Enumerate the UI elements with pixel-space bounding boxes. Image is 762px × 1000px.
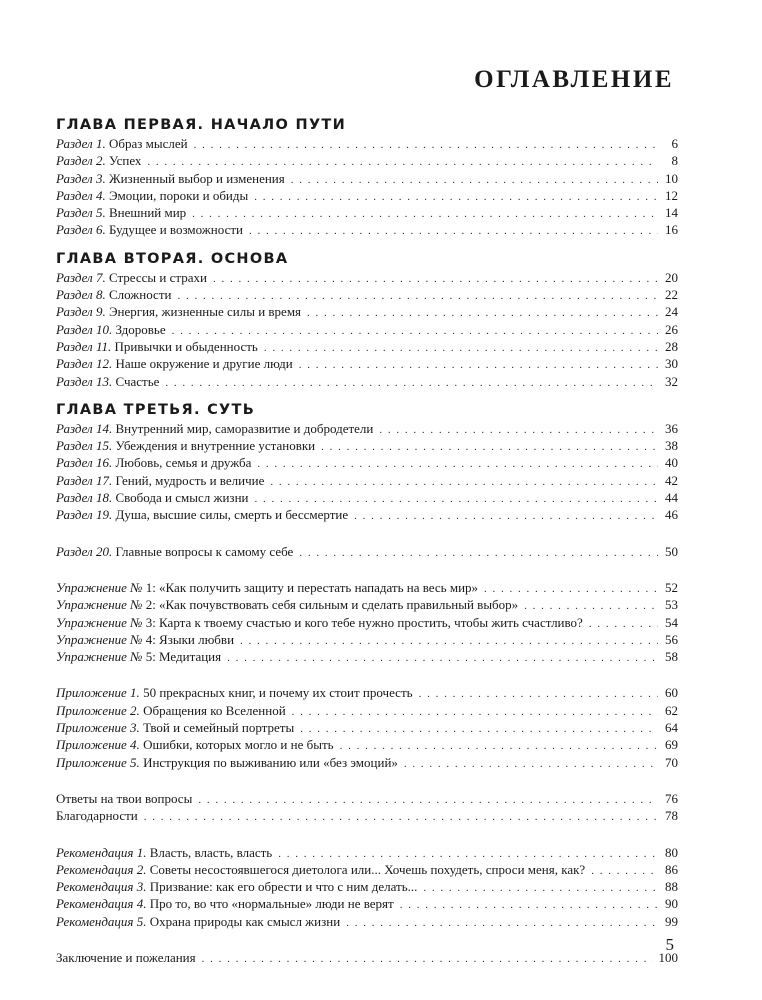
toc-entry-prefix: Раздел 1. <box>56 136 106 151</box>
toc-entry-title: Главные вопросы к самому себе <box>112 543 294 559</box>
dot-leader <box>254 189 658 206</box>
toc-entry <box>56 631 678 648</box>
toc-entry-label <box>56 949 196 966</box>
toc-entry-label <box>56 269 207 286</box>
toc-entry-prefix: Раздел 2. <box>56 153 106 169</box>
toc-entry-prefix: Рекомендация 3. <box>56 879 147 895</box>
toc-entry-title: Счастье <box>112 373 160 389</box>
toc-entry <box>56 719 678 736</box>
toc-entry-label <box>56 702 286 719</box>
toc-entry-label <box>56 170 285 187</box>
dot-leader <box>404 756 658 773</box>
toc-entry-page: 80 <box>665 844 678 860</box>
dot-leader <box>213 271 658 288</box>
toc-entry <box>56 286 678 303</box>
dot-leader <box>591 863 658 880</box>
toc-entry-title: Заключение и пожелания <box>56 949 196 965</box>
toc-entry <box>56 895 678 912</box>
toc-entry-prefix: Раздел 15. <box>56 438 113 454</box>
toc-entry-page: 64 <box>665 720 678 736</box>
chapter-heading: ГЛАВА ПЕРВАЯ. НАЧАЛО ПУТИ <box>56 117 347 133</box>
toc-entry-title: Внутренний мир, саморазвитие и добродетели <box>112 420 374 436</box>
dot-leader <box>346 915 658 932</box>
toc-entry-page: 70 <box>665 754 678 770</box>
toc-entry-page: 76 <box>665 790 678 806</box>
toc-entry-label <box>56 303 301 320</box>
toc-entry-label <box>56 579 478 596</box>
toc-entry <box>56 579 678 596</box>
toc-entry-title: Образ мыслей <box>105 136 188 151</box>
toc-entry-page: 42 <box>665 472 678 488</box>
toc-entry-prefix: Раздел 17. <box>56 472 113 488</box>
toc-entry-page: 40 <box>665 455 678 471</box>
toc-entry-label <box>56 355 293 372</box>
toc-entry-page: 56 <box>665 631 678 647</box>
toc-entry-prefix: Раздел 4. <box>56 187 106 203</box>
toc-entry-title: Охрана природы как смысл жизни <box>146 913 341 929</box>
toc-entry-title: Успех <box>105 153 142 169</box>
toc-entry-label <box>56 807 138 824</box>
toc-entry-prefix: Раздел 12. <box>56 356 113 372</box>
toc-entry-prefix: Рекомендация 4. <box>56 896 147 912</box>
toc-entry-title: 50 прекрасных книг, и почему их стоит прочесть <box>139 685 413 701</box>
toc-entry-page: 26 <box>665 321 678 337</box>
chapter-heading: ГЛАВА ВТОРАЯ. ОСНОВА <box>56 250 289 267</box>
toc-entry <box>56 506 678 523</box>
toc-entry-label <box>56 861 585 878</box>
toc-entry-title: Эмоции, пороки и обиды <box>105 187 249 203</box>
toc-entry-title: Обращения ко Вселенной <box>139 702 286 718</box>
page-number: 5 <box>665 935 674 954</box>
toc-entry <box>56 338 678 355</box>
dot-leader <box>192 206 658 223</box>
toc-entry-label <box>56 596 518 613</box>
toc-entry <box>56 736 678 753</box>
toc-entry-page: 20 <box>665 269 678 285</box>
toc-entry-prefix: Приложение 5. <box>56 754 140 770</box>
toc-entry-prefix: Рекомендация 1. <box>56 844 147 860</box>
dot-leader <box>299 545 658 562</box>
toc-entry-label <box>56 489 248 506</box>
toc-entry-prefix: Приложение 3. <box>56 720 140 736</box>
dot-leader <box>198 792 658 809</box>
toc-entry-page: 16 <box>665 222 678 238</box>
toc-entry <box>56 472 678 489</box>
toc-entry <box>56 878 678 895</box>
toc-entry-title: Власть, власть, власть <box>146 844 273 860</box>
toc-entry-page: 12 <box>665 187 678 203</box>
dot-leader <box>291 172 658 189</box>
toc-entry-title: 3: Карта к твоему счастью и кого тебе нужно простить, чтобы жить счастливо? <box>142 614 583 630</box>
toc-entry-page: 6 <box>671 136 678 151</box>
toc-entry-title: Инструкция по выживанию или «без эмоций» <box>139 754 398 770</box>
dot-leader <box>292 704 658 721</box>
toc-entry-page: 86 <box>665 861 678 877</box>
dot-leader <box>194 137 658 154</box>
toc-entry-page: 32 <box>665 373 678 389</box>
toc-entry <box>56 221 678 238</box>
toc-entry-page: 62 <box>665 702 678 718</box>
toc-entry-prefix: Рекомендация 2. <box>56 861 147 877</box>
dot-leader <box>257 456 658 473</box>
toc-entry-page: 44 <box>665 490 678 506</box>
dot-leader <box>307 305 658 322</box>
toc-entry-label <box>56 844 272 861</box>
toc-entry-page: 100 <box>658 949 678 965</box>
toc-entry-label <box>56 454 251 471</box>
dot-leader <box>300 721 658 738</box>
toc-entry-prefix: Упражнение № <box>56 597 143 613</box>
toc-entry-label <box>56 286 171 303</box>
toc-entry-title: Внешний мир <box>105 205 187 221</box>
page-title: ОГЛАВЛЕНИЕ <box>474 66 674 93</box>
toc-entry-label <box>56 736 334 753</box>
toc-entry-label <box>56 420 373 437</box>
toc-entry <box>56 861 678 878</box>
toc-entry-page: 60 <box>665 685 678 701</box>
dot-leader <box>589 616 658 633</box>
toc-entry-prefix: Раздел 8. <box>56 287 106 303</box>
toc-entry <box>56 702 678 719</box>
toc-entry-prefix: Раздел 19. <box>56 507 113 523</box>
toc-entry-prefix: Раздел 9. <box>56 304 106 320</box>
toc-entry-title: Твой и семейный портреты <box>139 720 295 736</box>
toc-entry-label <box>56 719 294 736</box>
toc-entry-label <box>56 913 340 930</box>
toc-entry-label <box>56 338 258 355</box>
toc-entry-title: Благодарности <box>56 808 138 824</box>
toc-entry-title: Жизненный выбор и изменения <box>105 170 285 186</box>
toc-entry-prefix: Упражнение № <box>56 579 143 595</box>
toc-entry-prefix: Упражнение № <box>56 649 143 665</box>
toc-entry-prefix: Раздел 18. <box>56 490 113 506</box>
toc-entry-title: Стрессы и страхи <box>105 269 207 285</box>
toc-entry-page: 53 <box>665 597 678 613</box>
toc-entry-title: 1: «Как получить защиту и перестать нападать на весь мир» <box>142 579 479 595</box>
toc-entry-label <box>56 472 264 489</box>
toc-entry-label <box>56 543 293 560</box>
toc-entry-label <box>56 187 248 204</box>
toc-entry <box>56 454 678 471</box>
toc-entry <box>56 355 678 372</box>
toc-entry-prefix: Рекомендация 5. <box>56 913 147 929</box>
toc-entry-page: 90 <box>665 896 678 912</box>
toc-entry-title: 5: Медитация <box>142 649 222 665</box>
toc-entry <box>56 187 678 204</box>
toc-entry-title: Призвание: как его обрести и что с ним делать... <box>146 879 418 895</box>
toc-entry-page: 52 <box>665 579 678 595</box>
toc-entry-page: 58 <box>665 649 678 665</box>
dot-leader <box>270 474 658 491</box>
toc-entry <box>56 373 678 390</box>
toc-entry-page: 99 <box>665 913 678 929</box>
toc-entry-page: 8 <box>671 153 678 169</box>
table-of-contents <box>56 115 678 966</box>
toc-entry <box>56 790 678 807</box>
toc-entry-page: 10 <box>665 170 678 186</box>
toc-entry-label <box>56 648 221 665</box>
toc-entry-title: Сложности <box>105 287 172 303</box>
toc-entry-title: Энергия, жизненные силы и время <box>105 304 302 320</box>
toc-entry <box>56 269 678 286</box>
toc-entry-page: 28 <box>665 338 678 354</box>
dot-leader <box>264 340 658 357</box>
toc-entry-prefix: Раздел 16. <box>56 455 113 471</box>
dot-leader <box>400 897 658 914</box>
toc-entry <box>56 170 678 187</box>
toc-entry <box>56 543 678 560</box>
toc-entry-title: Советы несостоявшегося диетолога или... Хочешь похудеть, спроси меня, как? <box>146 861 586 877</box>
toc-entry-label <box>56 506 348 523</box>
dot-leader <box>379 422 658 439</box>
toc-entry-title: Ответы на твои вопросы <box>56 790 193 806</box>
toc-entry-page: 78 <box>665 808 678 824</box>
toc-entry <box>56 614 678 631</box>
toc-entry-page: 14 <box>665 205 678 221</box>
toc-entry-label <box>56 221 243 238</box>
toc-entry-label <box>56 321 166 338</box>
toc-entry <box>56 596 678 613</box>
toc-entry-prefix: Приложение 1. <box>56 685 140 701</box>
toc-entry-page: 54 <box>665 614 678 630</box>
toc-entry-title: Душа, высшие силы, смерть и бессмертие <box>112 507 349 523</box>
dot-leader <box>227 650 658 667</box>
toc-entry <box>56 152 678 169</box>
toc-entry-prefix: Упражнение № <box>56 614 143 630</box>
toc-entry <box>56 648 678 665</box>
toc-entry <box>56 913 678 930</box>
toc-entry-page: 69 <box>665 737 678 753</box>
chapter-heading: ГЛАВА ТРЕТЬЯ. СУТЬ <box>56 401 256 418</box>
toc-entry-label <box>56 204 186 221</box>
dot-leader <box>423 880 658 897</box>
toc-entry <box>56 420 678 437</box>
dot-leader <box>144 809 658 826</box>
dot-leader <box>321 439 658 456</box>
toc-entry <box>56 135 678 152</box>
toc-entry-title: Привычки и обыденность <box>111 338 258 354</box>
toc-entry <box>56 844 678 861</box>
toc-entry-page: 50 <box>665 543 678 559</box>
toc-entry-page: 22 <box>665 287 678 303</box>
toc-entry-title: Ошибки, которых могло и не быть <box>139 737 334 753</box>
toc-entry-label <box>56 684 413 701</box>
toc-entry-prefix: Раздел 3. <box>56 170 106 186</box>
dot-leader <box>249 223 658 240</box>
toc-entry-title: Любовь, семья и дружба <box>112 455 252 471</box>
toc-entry-prefix: Раздел 6. <box>56 222 106 238</box>
toc-entry-label <box>56 614 583 631</box>
toc-entry <box>56 949 678 966</box>
dot-leader <box>419 686 658 703</box>
toc-entry-page: 46 <box>665 507 678 523</box>
toc-entry-prefix: Раздел 20. <box>56 543 113 559</box>
toc-entry <box>56 754 678 771</box>
toc-entry-page: 30 <box>665 356 678 372</box>
dot-leader <box>240 633 658 650</box>
toc-entry-title: Убеждения и внутренние установки <box>112 438 316 454</box>
toc-entry-label <box>56 754 398 771</box>
toc-entry-title: Наше окружение и другие люди <box>112 356 293 372</box>
toc-entry-label <box>56 373 159 390</box>
toc-entry-title: 4: Языки любви <box>142 631 235 647</box>
toc-entry-label <box>56 152 141 169</box>
toc-entry-page: 88 <box>665 879 678 895</box>
toc-entry <box>56 204 678 221</box>
toc-entry-label <box>56 631 234 648</box>
toc-entry-prefix: Раздел 14. <box>56 420 113 436</box>
toc-entry-label <box>56 790 192 807</box>
toc-entry-prefix: Приложение 4. <box>56 737 140 753</box>
dot-leader <box>354 508 658 525</box>
toc-entry <box>56 303 678 320</box>
dot-leader <box>165 375 658 392</box>
toc-entry-prefix: Раздел 7. <box>56 269 106 285</box>
toc-entry-title: Свобода и смысл жизни <box>112 490 249 506</box>
toc-entry-prefix: Раздел 13. <box>56 373 113 389</box>
dot-leader <box>202 951 653 968</box>
toc-entry-label <box>56 895 394 912</box>
toc-entry <box>56 684 678 701</box>
toc-entry-page: 24 <box>665 304 678 320</box>
toc-entry-title: Про то, во что «нормальные» люди не верят <box>146 896 394 912</box>
toc-entry-prefix: Раздел 5. <box>56 205 106 221</box>
toc-entry-title: Будущее и возможности <box>105 222 243 238</box>
toc-entry-prefix: Приложение 2. <box>56 702 140 718</box>
toc-entry-page: 38 <box>665 438 678 454</box>
toc-entry-label <box>56 437 315 454</box>
toc-entry-prefix: Раздел 10. <box>56 321 113 337</box>
toc-entry-page: 36 <box>665 420 678 436</box>
toc-entry-title: Здоровье <box>112 321 166 337</box>
toc-entry-label <box>56 135 188 152</box>
toc-entry-title: Гений, мудрость и величие <box>112 472 265 488</box>
toc-entry-prefix: Раздел 11. <box>56 338 112 354</box>
toc-entry <box>56 321 678 338</box>
toc-entry-title: 2: «Как почувствовать себя сильным и сделать правильный выбор» <box>142 597 519 613</box>
dot-leader <box>299 357 658 374</box>
toc-entry-prefix: Упражнение № <box>56 631 143 647</box>
toc-entry <box>56 489 678 506</box>
toc-entry <box>56 437 678 454</box>
toc-entry-label <box>56 878 417 895</box>
toc-entry <box>56 807 678 824</box>
